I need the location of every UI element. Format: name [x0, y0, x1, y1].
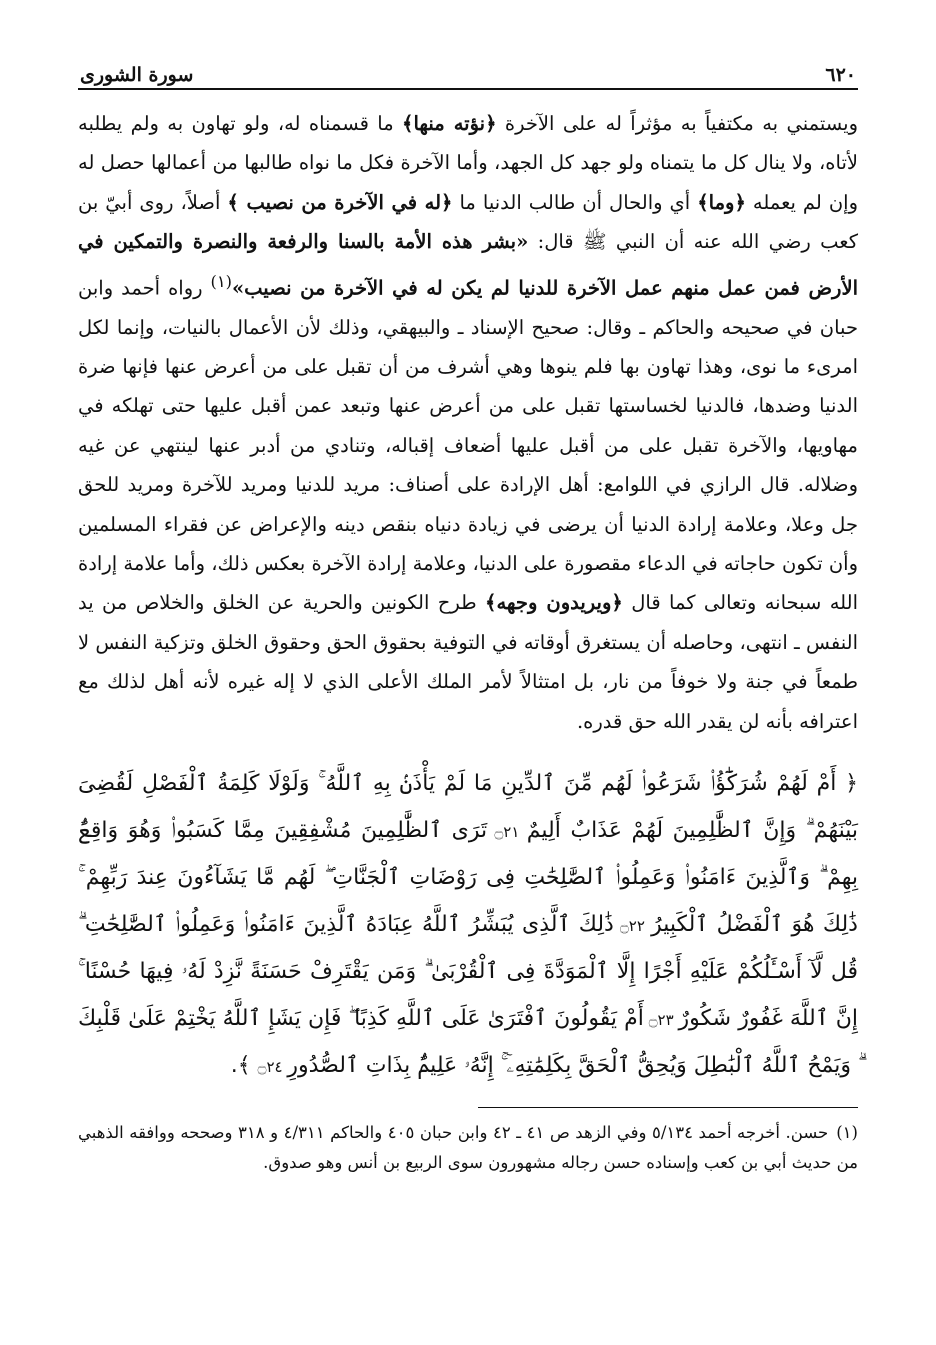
quote-segment: ﴿ويريدون وجهه﴾ — [485, 591, 623, 615]
footnote-text: حسن. أخرجه أحمد ٥/١٣٤ وفي الزهد ص ٤١ ـ ٤٢ وابن حبان ٤٠٥ والحاكم ٤/٣١١ و ٣١٨ وصححه ووافقه الذهبي من حديث أبي بن كعب وإسناده حسن رجاله مشهورون سوى الربيع بن أنس وهو صدوق. — [78, 1122, 858, 1172]
footnote-number: (١) — [836, 1122, 858, 1142]
hadith-segment: «بشر هذه الأمة بالسنا والرفعة والنصرة والتمكين في الأرض فمن عمل منهم عمل الآخرة للدنيا لم يكن له في الآخرة من نصيب» — [78, 230, 858, 300]
text-segment: أي والحال أن طالب الدنيا ما — [452, 190, 698, 214]
verse-22: تَرَى ٱلظَّٰلِمِينَ مُشْفِقِينَ مِمَّا كَسَبُوا۟ وَهُوَ وَاقِعٌۢ بِهِمْ ۗ وَٱلَّذِينَ ءَامَنُوا۟ وَعَمِلُوا۟ ٱلصَّٰلِحَٰتِ فِى رَوْضَاتِ ٱلْجَنَّاتِ ۖ لَهُم مَّا يَشَآءُونَ عِندَ رَبِّهِمْ ۚ ذَٰلِكَ هُوَ ٱلْفَضْلُ ٱلْكَبِيرُ — [78, 817, 858, 937]
text-segment: أصلاً، روى أبيّ بن كعب رضي الله عنه أن النبي ﷺ قال: — [78, 190, 858, 254]
text-segment: ويستمني به مكتفياً به مؤثراً له على الآخرة — [496, 112, 858, 135]
page — [78, 52, 858, 1178]
quran-verses — [78, 761, 858, 1091]
footnote — [78, 1118, 858, 1178]
verse-21: أَمْ لَهُمْ شُرَكَٰٓؤُا۟ شَرَعُوا۟ لَهُم مِّنَ ٱلدِّينِ مَا لَمْ يَأْذَنۢ بِهِ ٱللَّهُ ۚ وَلَوْلَا كَلِمَةُ ٱلْفَصْلِ لَقُضِىَ بَيْنَهُمْ ۗ وَإِنَّ ٱلظَّٰلِمِينَ لَهُمْ عَذَابٌ أَلِيمٌ — [78, 771, 858, 843]
ayah-number: ۝٢٣ — [643, 1010, 679, 1029]
quote-segment: ﴿وما﴾ — [697, 190, 746, 214]
surah-title: سورة الشورى — [80, 64, 194, 86]
footnote-reference: (١) — [210, 271, 232, 291]
ayah-number: ۝٢٤ — [257, 1058, 288, 1076]
page-header — [78, 52, 858, 90]
text-segment: طرح الكونين والحرية عن الخلق والخلاص من يد النفس ـ انتهى، وحاصله أن يستغرق أوقاته في التوفية بحقوق الحق وحقوق الخلق وتزكية النفس لا طمعاً في جنة ولا خوفاً من نار، بل امتثالاً لأمر الملك الأعلى الذي لا إله غيره لأنه أهل لذلك مع اعترافه بأنه لن يقدر الله حق قدره. — [78, 591, 858, 733]
commentary-text — [78, 104, 858, 741]
text-segment: ما قسمناه له، ولو تهاون به ولم يطلبه لأتاه، ولا ينال كل ما يتمناه ولو جهد كل الجهد، وأما الآخرة فكل ما نواه طالبها من أعمالها حصل له وإن لم يعمله — [78, 112, 859, 214]
quote-segment: ﴿نؤته منها﴾ — [402, 112, 497, 135]
footnote-separator — [478, 1107, 858, 1108]
verse-23: ذَٰلِكَ ٱلَّذِى يُبَشِّرُ ٱللَّهُ عِبَادَهُ ٱلَّذِينَ ءَامَنُوا۟ وَعَمِلُوا۟ ٱلصَّٰلِحَٰتِ ۗ قُل لَّآ أَسْـَٔلُكُمْ عَلَيْهِ أَجْرًا إِلَّا ٱلْمَوَدَّةَ فِى ٱلْقُرْبَىٰ ۗ وَمَن يَقْتَرِفْ حَسَنَةً نَّزِدْ لَهُۥ فِيهَا حُسْنًا ۚ إِنَّ ٱللَّهَ غَفُورٌ شَكُورٌ — [78, 911, 858, 1031]
bracket-open: ﴿ — [836, 771, 858, 796]
page-number: ٦٢٠ — [825, 64, 856, 86]
ayah-number: ۝٢٢ — [613, 916, 652, 935]
text-segment: رواه أحمد وابن حبان في صحيحه والحاكم ـ وقال: صحيح الإسناد ـ والبيهقي، وذلك لأن الأعمال بالنيات، وإنما لكل امرىء ما نوى، وهذا تهاون بها فلم ينوها وهي أشرف من أن تقبل على من أعرض عنها فإنها ضرة الدنيا وضدها، فالدنيا لخساستها تقبل على من أعرض عنها وتبعد عمن أقبل عليها حتى تهلكه في مهاويها، والآخرة تقبل على من أقبل عليها أضعاف إقباله، وتنادي من أدبر عنها لينتهي عن غيه وضلاله. قال الرازي في اللوامع: أهل الإرادة على أصناف: مريد للدنيا ومريد للآخرة ومريد للحق جل وعلا، وعلامة إرادة الدنيا أن يرضى في زيادة دنياه بنقص دينه والإعراض عن فقراء المسلمين وأن تكون حاجاته في الدعاء مقصورة على الدنيا، وعلامة إرادة الآخرة بعكس ذلك، وأما علامة إرادة الله سبحانه وتعالى كما قال — [78, 276, 858, 615]
quote-segment: ﴿له في الآخرة من نصيب ﴾ — [227, 190, 453, 214]
bracket-close: ﴾. — [230, 1053, 258, 1078]
ayah-number: ۝٢١ — [487, 822, 527, 841]
verse-24: أَمْ يَقُولُونَ ٱفْتَرَىٰ عَلَى ٱللَّهِ كَذِبًا ۖ فَإِن يَشَإِ ٱللَّهُ يَخْتِمْ عَلَىٰ قَلْبِكَ ۗ وَيَمْحُ ٱللَّهُ ٱلْبَٰطِلَ وَيُحِقُّ ٱلْحَقَّ بِكَلِمَٰتِهِۦٓ ۚ إِنَّهُۥ عَلِيمٌۢ بِذَاتِ ٱلصُّدُورِ — [78, 1005, 858, 1078]
